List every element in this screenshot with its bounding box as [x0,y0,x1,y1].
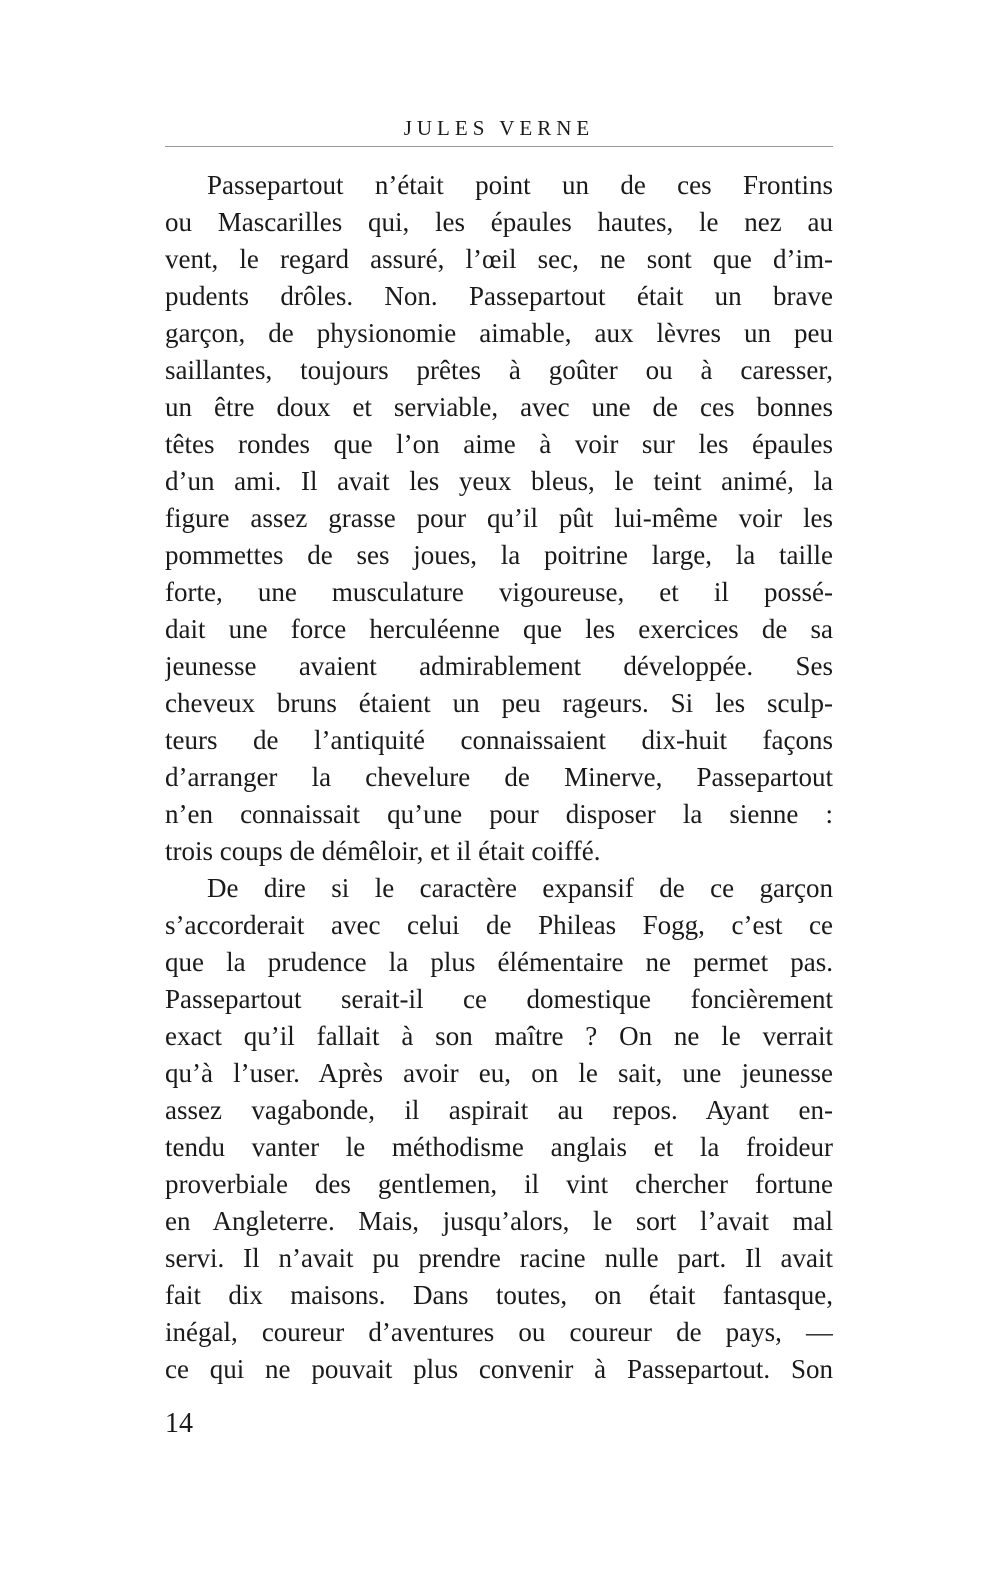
header-rule [165,146,833,147]
text-line: ce qui ne pouvait plus convenir à Passepartout. Son [165,1354,833,1384]
text-line: dait une force herculéenne que les exercices de sa [165,614,833,644]
text-line: n’en connaissait qu’une pour disposer la sienne : [165,799,833,829]
text-line: un être doux et serviable, avec une de ces bonnes [165,392,833,422]
text-line: d’arranger la chevelure de Minerve, Passepartout [165,762,833,792]
text-line: forte, une musculature vigoureuse, et il possé- [165,577,833,607]
running-header: JULES VERNE [403,116,595,140]
text-line: Passepartout n’était point un de ces Frontins [207,170,833,200]
text-line: teurs de l’antiquité connaissaient dix-huit façons [165,725,833,755]
text-line: Passepartout serait-il ce domestique foncièrement [165,984,833,1014]
text-line: en Angleterre. Mais, jusqu’alors, le sort l’avait mal [165,1206,833,1236]
text-line: que la prudence la plus élémentaire ne permet pas. [165,947,833,977]
text-line: assez vagabonde, il aspirait au repos. Ayant en- [165,1095,833,1125]
text-line: s’accorderait avec celui de Phileas Fogg, c’est ce [165,910,833,940]
page-number: 14 [165,1408,193,1439]
text-line: ou Mascarilles qui, les épaules hautes, le nez au [165,207,833,237]
text-line: pudents drôles. Non. Passepartout était un brave [165,281,833,311]
text-line: fait dix maisons. Dans toutes, on était fantasque, [165,1280,833,1310]
text-line: cheveux bruns étaient un peu rageurs. Si les sculp- [165,688,833,718]
text-line: servi. Il n’avait pu prendre racine nulle part. Il avait [165,1243,833,1273]
text-line: garçon, de physionomie aimable, aux lèvres un peu [165,318,833,348]
text-line: proverbiale des gentlemen, il vint chercher fortune [165,1169,833,1199]
body-text [165,167,833,1388]
text-line: jeunesse avaient admirablement développée. Ses [165,651,833,681]
text-line: trois coups de démêloir, et il était coiffé. [165,836,601,866]
text-line: têtes rondes que l’on aime à voir sur les épaules [165,429,833,459]
text-line: De dire si le caractère expansif de ce garçon [207,873,833,903]
text-line: inégal, coureur d’aventures ou coureur de pays, — [165,1317,833,1347]
text-line: d’un ami. Il avait les yeux bleus, le teint animé, la [165,466,833,496]
text-line: figure assez grasse pour qu’il pût lui-même voir les [165,503,833,533]
text-line: qu’à l’user. Après avoir eu, on le sait, une jeunesse [165,1058,833,1088]
text-line: vent, le regard assuré, l’œil sec, ne sont que d’im- [165,244,833,274]
text-line: pommettes de ses joues, la poitrine large, la taille [165,540,833,570]
text-line: saillantes, toujours prêtes à goûter ou à caresser, [165,355,833,385]
text-line: exact qu’il fallait à son maître ? On ne le verrait [165,1021,833,1051]
text-line: tendu vanter le méthodisme anglais et la froideur [165,1132,833,1162]
